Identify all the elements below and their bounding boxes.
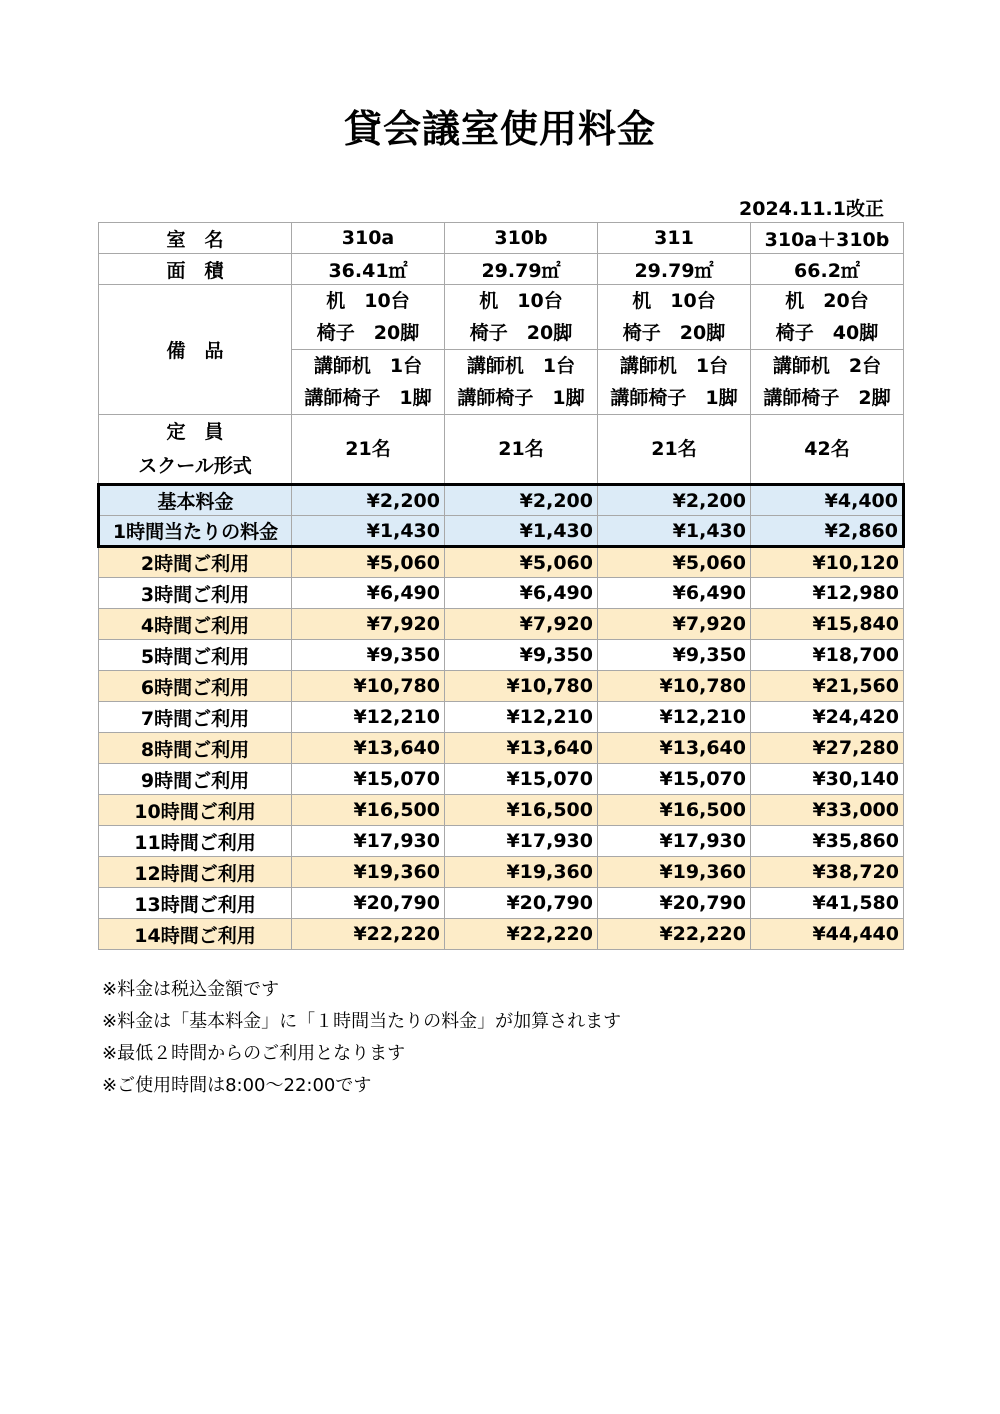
fee-value: ¥13,640 — [445, 733, 598, 764]
fee-value: ¥21,560 — [751, 671, 904, 702]
equipment-item: 椅子 20脚 — [622, 322, 726, 344]
fee-label: 12時間ご利用 — [99, 857, 292, 888]
capacity-cell: 21名 — [292, 415, 445, 485]
capacity-label — [99, 415, 292, 485]
fee-label: 13時間ご利用 — [99, 888, 292, 919]
fee-value: ¥12,210 — [598, 702, 751, 733]
fee-value: ¥6,490 — [598, 578, 751, 609]
fee-value: ¥33,000 — [751, 795, 904, 826]
fee-value: ¥16,500 — [598, 795, 751, 826]
fee-value: ¥10,780 — [292, 671, 445, 702]
notes — [102, 974, 621, 1102]
equipment-item: 講師椅子 2脚 — [763, 387, 891, 409]
fee-value: ¥18,700 — [751, 640, 904, 671]
fee-value: ¥2,200 — [445, 485, 598, 516]
fee-value: ¥13,640 — [598, 733, 751, 764]
fee-table — [97, 222, 905, 950]
fee-value: ¥1,430 — [445, 516, 598, 547]
fee-label: 10時間ご利用 — [99, 795, 292, 826]
capacity-row — [99, 415, 904, 485]
fee-value: ¥12,210 — [292, 702, 445, 733]
equipment-item: 椅子 20脚 — [469, 322, 573, 344]
fee-value: ¥17,930 — [292, 826, 445, 857]
fee-value: ¥5,060 — [445, 547, 598, 578]
room-name-cell: 311 — [598, 223, 751, 254]
fee-label: 3時間ご利用 — [99, 578, 292, 609]
fee-row — [99, 547, 904, 578]
fee-value: ¥6,490 — [445, 578, 598, 609]
fee-value: ¥10,780 — [598, 671, 751, 702]
fee-value: ¥41,580 — [751, 888, 904, 919]
fee-row — [99, 640, 904, 671]
equipment-item: 講師椅子 1脚 — [457, 387, 585, 409]
fee-value: ¥38,720 — [751, 857, 904, 888]
capacity-label-line2: スクール形式 — [138, 455, 252, 477]
fee-value: ¥19,360 — [598, 857, 751, 888]
page-title: 貸会議室使用料金 — [343, 107, 656, 151]
equipment-item: 椅子 40脚 — [775, 322, 879, 344]
room-name-label: 室 名 — [99, 223, 292, 254]
fee-value: ¥13,640 — [292, 733, 445, 764]
equipment-cell — [445, 350, 598, 415]
fee-value: ¥20,790 — [598, 888, 751, 919]
fee-label: 14時間ご利用 — [99, 919, 292, 950]
equipment-item: 机 20台 — [785, 290, 869, 312]
capacity-cell: 21名 — [445, 415, 598, 485]
fee-label: 11時間ご利用 — [99, 826, 292, 857]
area-row — [99, 254, 904, 285]
area-cell: 66.2㎡ — [751, 254, 904, 285]
area-cell: 29.79㎡ — [598, 254, 751, 285]
fee-label: 8時間ご利用 — [99, 733, 292, 764]
fee-value: ¥15,070 — [292, 764, 445, 795]
equipment-item: 講師机 1台 — [619, 355, 729, 377]
capacity-cell: 21名 — [598, 415, 751, 485]
equipment-label: 備 品 — [99, 285, 292, 415]
fee-value: ¥15,070 — [445, 764, 598, 795]
fee-row — [99, 857, 904, 888]
fee-value: ¥9,350 — [445, 640, 598, 671]
fee-value: ¥7,920 — [598, 609, 751, 640]
fee-row — [99, 795, 904, 826]
fee-row — [99, 826, 904, 857]
fee-label: 基本料金 — [99, 485, 292, 516]
fee-row — [99, 888, 904, 919]
equipment-cell — [445, 285, 598, 350]
equipment-item: 講師椅子 1脚 — [610, 387, 738, 409]
fee-value: ¥2,200 — [292, 485, 445, 516]
fee-label: 1時間当たりの料金 — [99, 516, 292, 547]
equipment-cell — [751, 350, 904, 415]
fee-value: ¥4,400 — [751, 485, 904, 516]
equipment-item: 講師机 1台 — [466, 355, 576, 377]
equipment-item: 机 10台 — [632, 290, 716, 312]
note-line: ※料金は「基本料金」に「１時間当たりの料金」が加算されます — [102, 1011, 622, 1032]
fee-value: ¥1,430 — [598, 516, 751, 547]
fee-value: ¥20,790 — [445, 888, 598, 919]
fee-label: 2時間ご利用 — [99, 547, 292, 578]
fee-row — [99, 733, 904, 764]
equipment-cell — [292, 285, 445, 350]
equipment-item: 椅子 20脚 — [316, 322, 420, 344]
fee-value: ¥22,220 — [598, 919, 751, 950]
fee-row — [99, 485, 904, 516]
note-line: ※ご使用時間は8:00〜22:00です — [102, 1075, 372, 1096]
fee-value: ¥16,500 — [292, 795, 445, 826]
room-name-cell: 310a — [292, 223, 445, 254]
fee-value: ¥7,920 — [292, 609, 445, 640]
fee-label: 9時間ご利用 — [99, 764, 292, 795]
fee-value: ¥5,060 — [292, 547, 445, 578]
fee-row — [99, 702, 904, 733]
fee-row — [99, 764, 904, 795]
room-name-row — [99, 223, 904, 254]
fee-value: ¥20,790 — [292, 888, 445, 919]
fee-value: ¥24,420 — [751, 702, 904, 733]
fee-row — [99, 516, 904, 547]
fee-value: ¥16,500 — [445, 795, 598, 826]
equipment-cell — [751, 285, 904, 350]
equipment-item: 机 10台 — [479, 290, 563, 312]
equipment-cell — [598, 350, 751, 415]
fee-value: ¥5,060 — [598, 547, 751, 578]
fee-value: ¥2,860 — [751, 516, 904, 547]
area-label: 面 積 — [99, 254, 292, 285]
equipment-cell — [598, 285, 751, 350]
capacity-label-line1: 定 員 — [166, 421, 224, 443]
fee-value: ¥35,860 — [751, 826, 904, 857]
fee-label: 7時間ご利用 — [99, 702, 292, 733]
equipment-item: 講師机 1台 — [313, 355, 423, 377]
fee-value: ¥17,930 — [445, 826, 598, 857]
fee-value: ¥19,360 — [292, 857, 445, 888]
fee-value: ¥44,440 — [751, 919, 904, 950]
fee-row — [99, 671, 904, 702]
room-name-cell: 310a＋310b — [751, 223, 904, 254]
fee-value: ¥1,430 — [292, 516, 445, 547]
fee-value: ¥30,140 — [751, 764, 904, 795]
fee-label: 6時間ご利用 — [99, 671, 292, 702]
fee-row — [99, 609, 904, 640]
fee-value: ¥17,930 — [598, 826, 751, 857]
equipment-item: 講師椅子 1脚 — [304, 387, 432, 409]
fee-value: ¥22,220 — [445, 919, 598, 950]
fee-value: ¥9,350 — [598, 640, 751, 671]
fee-value: ¥7,920 — [445, 609, 598, 640]
fee-value: ¥12,210 — [445, 702, 598, 733]
area-cell: 29.79㎡ — [445, 254, 598, 285]
note-line: ※料金は税込金額です — [102, 979, 280, 1000]
capacity-cell: 42名 — [751, 415, 904, 485]
equipment-item: 机 10台 — [326, 290, 410, 312]
room-name-cell: 310b — [445, 223, 598, 254]
fee-label: 5時間ご利用 — [99, 640, 292, 671]
fee-value: ¥27,280 — [751, 733, 904, 764]
fee-value: ¥15,070 — [598, 764, 751, 795]
fee-row — [99, 578, 904, 609]
fee-value: ¥19,360 — [445, 857, 598, 888]
fee-value: ¥9,350 — [292, 640, 445, 671]
fee-value: ¥10,120 — [751, 547, 904, 578]
fee-value: ¥22,220 — [292, 919, 445, 950]
equipment-row-top — [99, 285, 904, 350]
equipment-cell — [292, 350, 445, 415]
revision-date: 2024.11.1改正 — [739, 198, 884, 220]
fee-value: ¥12,980 — [751, 578, 904, 609]
fee-value: ¥10,780 — [445, 671, 598, 702]
area-cell: 36.41㎡ — [292, 254, 445, 285]
fee-row — [99, 919, 904, 950]
fee-label: 4時間ご利用 — [99, 609, 292, 640]
fee-value: ¥2,200 — [598, 485, 751, 516]
equipment-item: 講師机 2台 — [772, 355, 882, 377]
fee-value: ¥15,840 — [751, 609, 904, 640]
note-line: ※最低２時間からのご利用となります — [102, 1043, 406, 1064]
fee-value: ¥6,490 — [292, 578, 445, 609]
